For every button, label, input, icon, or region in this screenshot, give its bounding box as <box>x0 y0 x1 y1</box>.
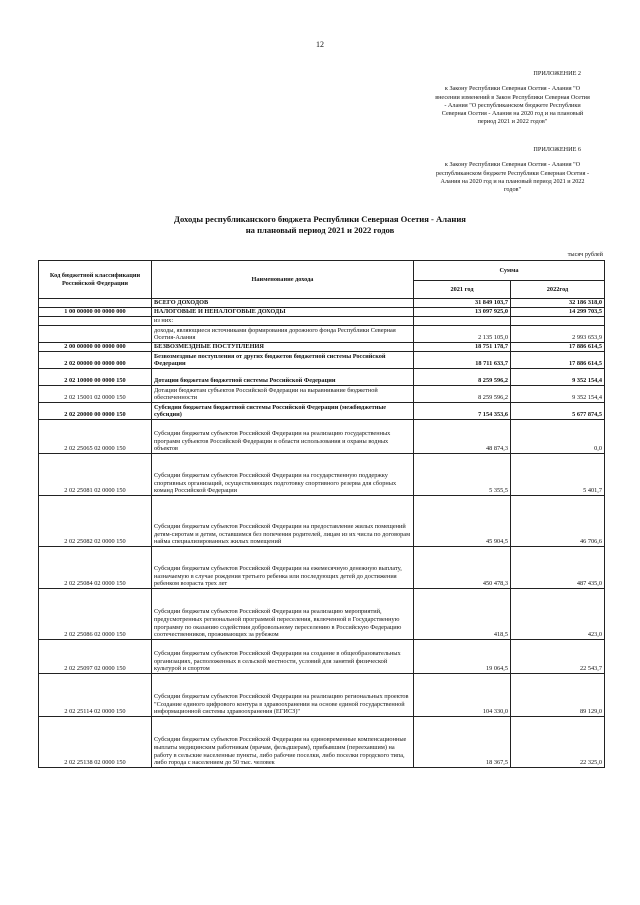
appendix-2-line: внесении изменений в Закон Республики Северная Осетия <box>435 93 590 101</box>
row-value-2022: 2 993 653,9 <box>511 326 605 343</box>
row-name: из них: <box>152 317 414 326</box>
row-value-2021: 48 874,3 <box>414 420 511 454</box>
row-code: 2 00 00000 00 0000 000 <box>39 343 152 352</box>
row-value-2022: 9 352 154,4 <box>511 369 605 386</box>
income-table <box>38 260 605 768</box>
row-value-2021: 2 135 105,0 <box>414 326 511 343</box>
row-value-2021: 418,5 <box>414 589 511 640</box>
document-title-line-1: Доходы республиканского бюджета Республики Северная Осетия - Алания <box>174 214 466 224</box>
income-table-body <box>39 299 605 768</box>
row-name: Дотации бюджетам бюджетной системы Российской Федерации <box>152 369 414 386</box>
table-row <box>39 547 605 589</box>
row-value-2021 <box>414 317 511 326</box>
appendix-2-title: ПРИЛОЖЕНИЕ 2 <box>533 70 581 77</box>
table-row <box>39 299 605 308</box>
document-title-line-2: на плановый период 2021 и 2022 годов <box>245 225 395 235</box>
row-value-2021: 5 355,5 <box>414 454 511 496</box>
row-value-2021: 8 259 596,2 <box>414 386 511 403</box>
table-row <box>39 352 605 369</box>
row-code: 2 02 00000 00 0000 000 <box>39 352 152 369</box>
table-row <box>39 317 605 326</box>
appendix-6-line: республиканском бюджете Республики Северная Осетия - <box>435 169 590 177</box>
appendix-6-line: годов" <box>504 186 521 194</box>
row-code: 2 02 25081 02 0000 150 <box>39 454 152 496</box>
row-value-2021: 18 367,5 <box>414 717 511 768</box>
row-name: Субсидии бюджетам субъектов Российской Федерации на создание в общеобразовательных организациях, расположенных в сельской местности, условий для занятий физической культурой и спортом <box>152 640 414 674</box>
row-value-2021: 8 259 596,2 <box>414 369 511 386</box>
row-code: 2 02 25086 02 0000 150 <box>39 589 152 640</box>
row-value-2021: 31 849 103,7 <box>414 299 511 308</box>
row-value-2022: 5 401,7 <box>511 454 605 496</box>
appendix-6-title: ПРИЛОЖЕНИЕ 6 <box>533 146 581 153</box>
header-name: Наименование дохода <box>152 261 414 299</box>
appendix-2-block <box>410 70 615 127</box>
row-name: Субсидии бюджетам субъектов Российской Федерации на ежемесячную денежную выплату, назначаемую в случае рождения третьего ребенка или последующих детей до достижения ребенком возраста трех лет <box>152 547 414 589</box>
header-code: Код бюджетной классификации Российской Федерации <box>39 261 152 299</box>
table-row <box>39 403 605 420</box>
row-code: 2 02 25084 02 0000 150 <box>39 547 152 589</box>
row-code: 2 02 10000 00 0000 150 <box>39 369 152 386</box>
appendix-2-line: период 2021 и 2022 годов" <box>477 118 548 126</box>
row-value-2022: 0,0 <box>511 420 605 454</box>
row-value-2022: 5 677 874,5 <box>511 403 605 420</box>
row-name: доходы, являющиеся источниками формирования дорожного фонда Республики Северная Осетия-Алания <box>152 326 414 343</box>
row-name: Безвозмездные поступления от других бюджетов бюджетной системы Российской Федерации <box>152 352 414 369</box>
table-row <box>39 589 605 640</box>
row-code <box>39 299 152 308</box>
table-row <box>39 496 605 547</box>
page-number: 12 <box>316 40 324 49</box>
row-value-2022: 17 886 614,5 <box>511 343 605 352</box>
row-value-2022: 22 543,7 <box>511 640 605 674</box>
table-row <box>39 674 605 717</box>
table-row <box>39 308 605 317</box>
table-row <box>39 454 605 496</box>
row-name: Субсидии бюджетам субъектов Российской Федерации на единовременные компенсационные выплаты медицинским работникам (врачам, фельдшерам), прибывшим (переехавшим) на работу в сельские населенные пункты, либо рабочие поселки, либо поселки городского типа, либо города с населением до 50 тыс. человек <box>152 717 414 768</box>
document-title <box>100 214 540 236</box>
row-value-2021: 450 478,3 <box>414 547 511 589</box>
row-name: Субсидии бюджетам субъектов Российской Федерации на реализацию государственных программ субъектов Российской Федерации в области использования и охраны водных объектов <box>152 420 414 454</box>
appendix-2-line: Северная Осетия - Алания на 2020 год и на плановый <box>441 110 584 118</box>
row-code <box>39 326 152 343</box>
row-value-2022 <box>511 317 605 326</box>
table-row <box>39 717 605 768</box>
row-name: Субсидии бюджетам субъектов Российской Федерации на реализацию региональных проектов "Создание единого цифрового контура в здравоохранении на основе единой государственной информационной системы здравоохранения (ЕГИСЗ)" <box>152 674 414 717</box>
appendix-6-line: к Закону Республики Северная Осетия - Алания "О <box>444 161 581 169</box>
header-sum: Сумма <box>414 261 605 281</box>
row-code: 2 02 25065 02 0000 150 <box>39 420 152 454</box>
row-value-2021: 19 064,5 <box>414 640 511 674</box>
table-row <box>39 640 605 674</box>
row-name: Дотации бюджетам субъектов Российской Федерации на выравнивание бюджетной обеспеченности <box>152 386 414 403</box>
row-code: 2 02 20000 00 0000 150 <box>39 403 152 420</box>
row-name: Субсидии бюджетам бюджетной системы Российской Федерации (межбюджетные субсидии) <box>152 403 414 420</box>
table-row <box>39 386 605 403</box>
row-value-2021: 45 904,5 <box>414 496 511 547</box>
units-label: тысяч рублей <box>567 251 603 258</box>
row-value-2021: 18 751 178,7 <box>414 343 511 352</box>
appendix-2-line: к Закону Республики Северная Осетия - Алания "О <box>444 85 581 93</box>
row-value-2022: 46 706,6 <box>511 496 605 547</box>
appendix-6-line: Алания на 2020 год и на плановый период 2021 и 2022 <box>440 177 585 185</box>
row-name: БЕЗВОЗМЕЗДНЫЕ ПОСТУПЛЕНИЯ <box>152 343 414 352</box>
table-row <box>39 326 605 343</box>
row-value-2022: 17 886 614,5 <box>511 352 605 369</box>
row-value-2022: 9 352 154,4 <box>511 386 605 403</box>
table-row <box>39 420 605 454</box>
row-value-2022: 22 325,0 <box>511 717 605 768</box>
row-name: ВСЕГО ДОХОДОВ <box>152 299 414 308</box>
row-code: 2 02 25097 02 0000 150 <box>39 640 152 674</box>
row-value-2022: 14 299 703,5 <box>511 308 605 317</box>
header-year-2022: 2022год <box>511 281 605 299</box>
row-value-2021: 104 330,0 <box>414 674 511 717</box>
header-year-2021: 2021 год <box>414 281 511 299</box>
table-row <box>39 369 605 386</box>
row-name: Субсидии бюджетам субъектов Российской Федерации на реализацию мероприятий, предусмотренных региональной программой переселения, включенной в Государственную программу по оказанию содействия добровольному переселению в Российскую Федерацию соотечественников, проживающих за рубежом <box>152 589 414 640</box>
appendix-6-block <box>410 146 615 194</box>
row-value-2021: 18 711 633,7 <box>414 352 511 369</box>
row-name: Субсидии бюджетам субъектов Российской Федерации на государственную поддержку спортивных организаций, осуществляющих подготовку спортивного резерва для сборных команд Российской Федерации <box>152 454 414 496</box>
row-code <box>39 317 152 326</box>
appendix-2-line: - Алания "О республиканском бюджете Республики <box>444 101 581 109</box>
row-value-2022: 423,0 <box>511 589 605 640</box>
row-code: 1 00 00000 00 0000 000 <box>39 308 152 317</box>
row-name: Субсидии бюджетам субъектов Российской Федерации на предоставление жилых помещений детям-сиротам и детям, оставшимся без попечения родителей, лицам из их числа по договорам найма специализированных жилых помещений <box>152 496 414 547</box>
row-code: 2 02 25114 02 0000 150 <box>39 674 152 717</box>
row-name: НАЛОГОВЫЕ И НЕНАЛОГОВЫЕ ДОХОДЫ <box>152 308 414 317</box>
row-code: 2 02 15001 02 0000 150 <box>39 386 152 403</box>
row-value-2022: 487 435,0 <box>511 547 605 589</box>
row-code: 2 02 25082 02 0000 150 <box>39 496 152 547</box>
table-row <box>39 343 605 352</box>
row-value-2021: 7 154 353,6 <box>414 403 511 420</box>
row-value-2022: 89 129,0 <box>511 674 605 717</box>
row-value-2022: 32 186 318,0 <box>511 299 605 308</box>
row-code: 2 02 25138 02 0000 150 <box>39 717 152 768</box>
row-value-2021: 13 097 925,0 <box>414 308 511 317</box>
